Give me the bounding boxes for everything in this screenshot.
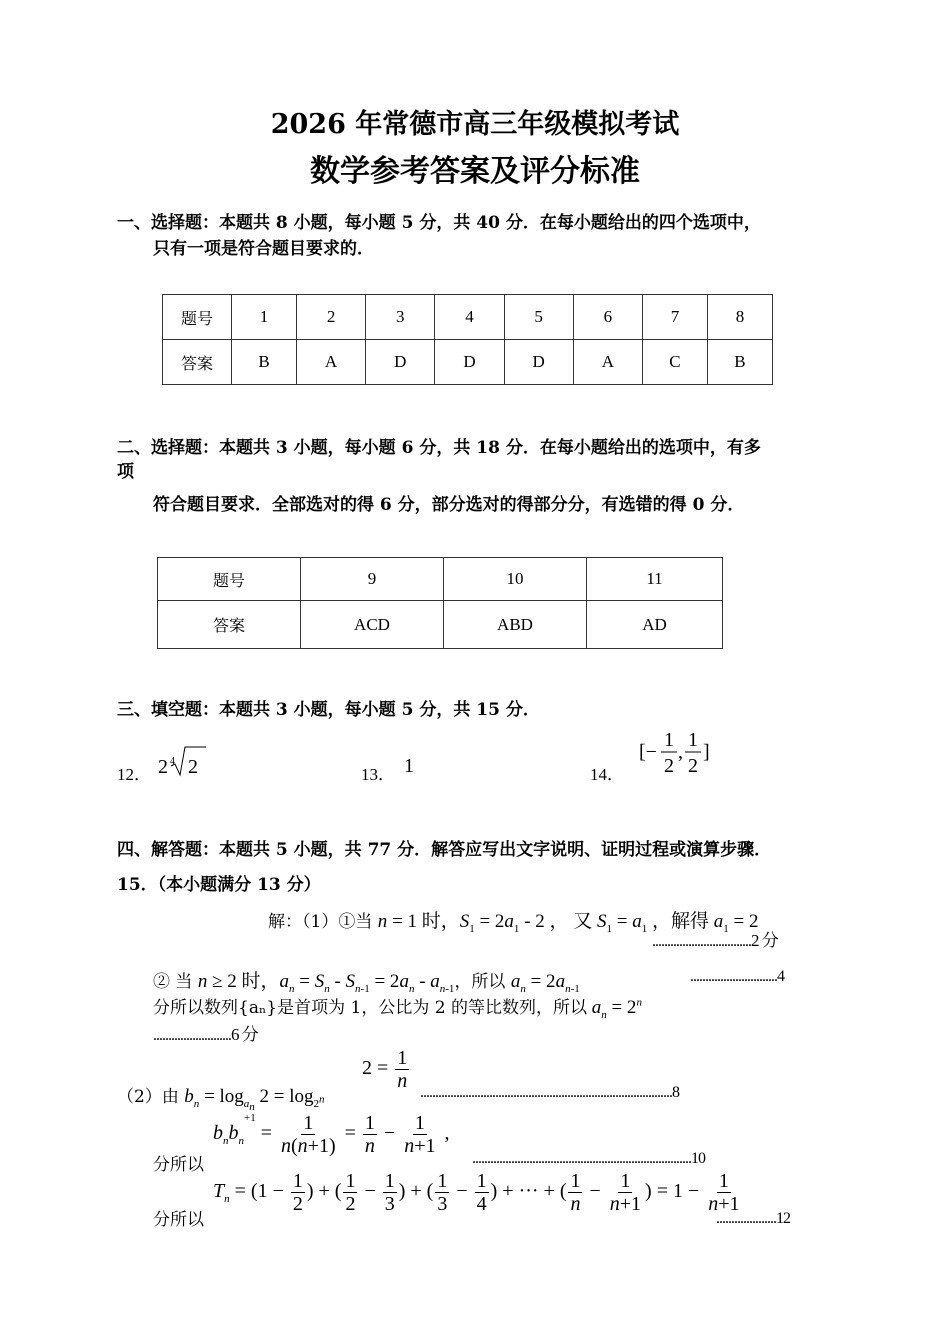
step2-score-a: .............................4 [690,968,784,985]
table-header-cell: 答案 [163,340,232,385]
step1-prefix: 解：（1）①当 [268,912,373,932]
q15-step1: 解：（1）①当 n = 1 时，$S_1 = 2a_1 - 2$ ， 又 $S_1 = a_1$ ，解得 $a_1 = 2$ [268,911,759,935]
part2-line2-score: .........................................................................10 [472,1150,705,1167]
table-cell: 1 [232,295,297,340]
svg-text:2: 2 [188,756,198,778]
table-cell: ABD [444,601,587,649]
table-cell: 6 [573,295,642,340]
table-row [163,295,773,340]
table-cell: D [504,340,573,385]
table-cell: A [573,340,642,385]
svg-text:2: 2 [688,755,698,777]
page-title: 2026 年常德市高三年级模拟考试 [270,109,680,140]
part2-line3-prefix: 分所以 [153,1210,204,1230]
svg-text:[−: [− [639,741,657,763]
table-cell: B [232,340,297,385]
svg-text:2: 2 [664,755,674,777]
step2-prefix: ② 当 [153,972,193,992]
q15-step2-line2: 分所以数列{aₙ}是首项为 1，公比为 2 的等比数列，所以 $a_n = 2^n$ [153,996,642,1021]
table-cell: D [366,340,435,385]
q12-label: 12． [117,765,151,784]
table-cell: ACD [301,601,444,649]
section4-heading: 四、解答题：本题共 5 小题，共 77 分．解答应写出文字说明、证明过程或演算步骤． [117,840,772,860]
table-cell: 11 [587,558,723,601]
section2-answer-table [157,557,723,649]
part2-line2-prefix: 分所以 [153,1155,204,1175]
part2-line3-formula: $T_n = (1$ − $\frac{1}{2}$ ) + ( $\frac{1}{2}$ − $\frac{1}{3}$ ) + ( $\frac{1}{3}$ − $\frac{1}{4}$ ) + ··· + ( $\frac{1}{n}$ − $\frac{1}{n+1}$ ) = 1 − $\frac{1}{n+1}$ [213,1170,740,1215]
interval-formula-icon [637,728,717,778]
table-cell: AD [587,601,723,649]
table-cell: C [642,340,707,385]
q14-label: 14． [590,765,624,784]
table-cell: 5 [504,295,573,340]
table-header-cell: 答案 [158,601,301,649]
q15-title: 15．（本小题满分 13 分） [117,875,321,895]
part2-score: ....................................................................................8 [420,1084,679,1101]
table-cell: 10 [444,558,587,601]
q12-answer [158,744,218,778]
step1-score: .................................2 分 [652,931,778,950]
table-cell: B [707,340,772,385]
table-cell: A [296,340,365,385]
section2-heading-cont: 符合题目要求．全部选对的得 6 分，部分选对的得部分分，有选错的得 0 分． [153,495,745,515]
table-row [158,601,723,649]
svg-text:2: 2 [158,756,168,778]
table-cell: 2 [296,295,365,340]
table-cell: 4 [435,295,504,340]
part2-line3-score: ....................12 [716,1210,790,1227]
table-row [163,340,773,385]
table-header-cell: 题号 [163,295,232,340]
table-cell: 7 [642,295,707,340]
section1-heading: 一、选择题：本题共 8 小题，每小题 5 分，共 40 分．在每小题给出的四个选项中， [117,213,761,233]
page-subtitle: 数学参考答案及评分标准 [310,154,640,189]
svg-text:1: 1 [688,729,698,751]
table-cell: D [435,340,504,385]
section2-heading: 二、选择题：本题共 3 小题，每小题 6 分，共 18 分．在每小题给出的选项中，有多 [117,438,761,458]
table-row [158,558,723,601]
section3-heading: 三、填空题：本题共 3 小题，每小题 5 分，共 15 分． [117,700,540,720]
svg-text:1: 1 [664,729,674,751]
part2-result: 2 = $\frac{1}{n}$ [362,1047,408,1092]
part2-line1: （2）由 $b_n = \log_{a_n} 2 = \log_{2^n}$ [117,1086,325,1113]
svg-text:,: , [678,741,683,763]
svg-text:]: ] [703,741,710,763]
part2-line2-formula: $b_nb_n^{+1}$ = $\frac{1}{n(n+1)}$ = $\frac{1}{n}$ − $\frac{1}{n+1}$ , [213,1112,450,1157]
section2-heading-wrap: 项 [117,462,134,482]
table-cell: 3 [366,295,435,340]
step2-score-b: ..........................6 分 [153,1025,258,1044]
nth-root-icon [158,744,218,778]
q13-answer: 1 [404,755,414,777]
section1-answer-table [162,294,773,385]
table-cell: 9 [301,558,444,601]
svg-text:4: 4 [170,756,175,767]
table-cell: 8 [707,295,772,340]
section1-heading-cont: 只有一项是符合题目要求的． [153,239,374,259]
q15-step2: ② 当 n ≥ 2 时，$a_n = S_n - S_{n-1} = 2a_n - a_{n-1}$，所以 $a_n = 2a_{n-1}$ [153,971,580,995]
q14-answer [637,728,717,778]
q13-label: 13． [361,765,395,784]
table-header-cell: 题号 [158,558,301,601]
